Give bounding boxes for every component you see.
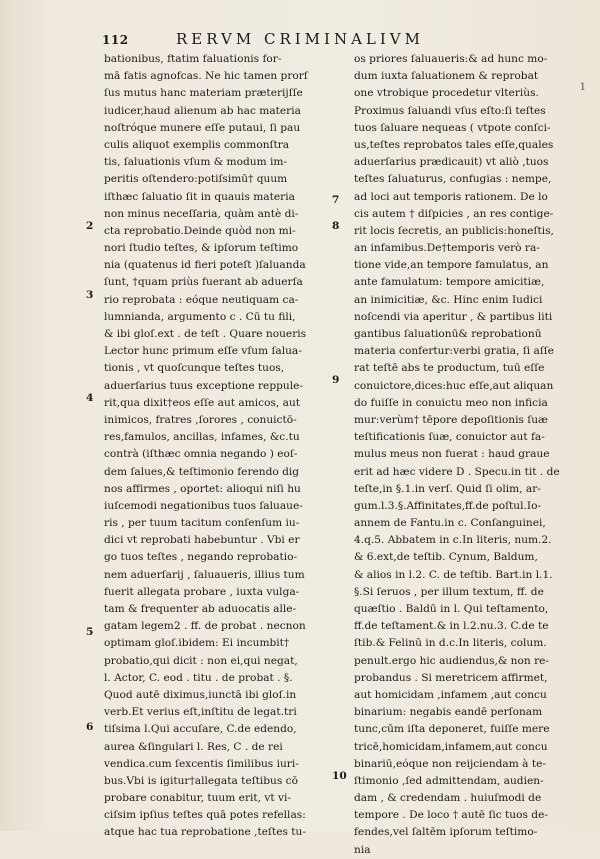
text-line: Lector hunc primum eſſe vſum ſalua- (104, 345, 302, 358)
text-line: an infamibus.De†temporis verò ra- (354, 242, 540, 255)
text-line: gum.l.3.§.Affinitates,ff.de poſtul.Io- (354, 499, 542, 512)
text-line: tempore . De loco † autē ſic tuos de- (354, 809, 548, 822)
text-line: ſtimonio ,ſed admittendam, audien- (354, 774, 544, 787)
text-line: us,teſtes reprobatos tales eſſe,quales (354, 138, 554, 151)
text-line: materia confertur:verbi gratia, ſi aſſe (354, 345, 554, 358)
text-line: ris , per tuum tacitum conſenſum iu- (104, 517, 300, 530)
text-line: iſthæc ſaluatio ſit in quauis materia (104, 190, 295, 203)
text-line: os priores ſaluaueris:& ad hunc mo- (354, 53, 548, 65)
text-line: tuos ſaluare nequeas ( vtpote conſci- (354, 121, 551, 134)
text-line: culis aliquot exemplis commonſtra (104, 138, 290, 151)
text-line: bationibus, ftatim faluationis for- (104, 53, 282, 65)
text-line: lumnianda, argumento c . Cū tu fili, (104, 310, 296, 323)
margin-number: 8 (332, 220, 340, 232)
text-line: ciſsim ipſius teſtes quā potes refellas: (104, 809, 306, 822)
text-line: noſcendi via aperitur , & partibus liti (354, 310, 553, 323)
text-line: tione vide,an tempore famulatus, an (354, 259, 549, 272)
text-line: teſtes ſaluaturus, confugias : nempe, (354, 173, 552, 186)
text-line: tunc,cūm iſta deponeret, fuiſſe mere (354, 723, 550, 736)
text-line: rit locis ſecretis, an publicis:honeſtis, (354, 224, 554, 237)
right-text-column (332, 51, 586, 859)
text-line: aut homicidam ,infamem ,aut concu (354, 688, 547, 701)
text-line: res,famulos, ancillas, infames, &c.tu (104, 431, 300, 444)
text-line: ſtib.& Felinū in d.c.In literis, colum. (354, 637, 547, 650)
text-line: nia (quatenus id fieri poteſt )ſaluanda (104, 259, 306, 272)
text-line: nia (354, 843, 371, 856)
text-line: ſunt, †quam priùs fuerant ab aduerſa (104, 276, 303, 289)
margin-number: 9 (332, 374, 340, 386)
text-line: nem aduerſarij , ſaluaueris, illius tum (104, 568, 305, 581)
text-line: binarium: negabis eandē perſonam (354, 706, 543, 719)
text-line: dici vt reprobati habebuntur . Vbi er (104, 534, 300, 547)
margin-number: 6 (86, 721, 94, 733)
text-line: ad loci aut temporis rationem. De lo (354, 190, 548, 203)
text-line: §.Si ſeruos , per illum textum, ff. de (354, 585, 544, 598)
text-line: & alios in l.2. C. de teſtib. Bart.in l.1. (354, 568, 553, 581)
text-line: an inimicitiæ, &c. Hinc enim Iudici (354, 293, 543, 306)
text-line: binariū,eóque non reijciendam à te- (354, 757, 546, 770)
margin-number: 7 (332, 194, 340, 206)
margin-number: 4 (86, 392, 94, 404)
text-line: nos affirmes , oportet: alioqui niſi hu (104, 482, 301, 495)
text-line: aduerſarius tuus exceptione reppule- (104, 379, 303, 392)
text-line: ſus mutus hanc materiam præterijſſe (104, 87, 303, 100)
text-line: aurea &ſingulari l. Res, C . de rei (104, 740, 283, 753)
text-line: dum iuxta ſaluationem & reprobat (354, 70, 539, 83)
text-line: ff.de teſtament.& in l.2.nu.3. C.de te (354, 620, 549, 633)
text-line: tricē,homicidam,infamem,aut concu (354, 740, 548, 753)
text-line: 4.q.5. Abbatem in c.In literis, num.2. (354, 534, 552, 547)
text-line: l. Actor, C. eod . titu . de probat . §. (104, 671, 293, 684)
text-line: teſtificationis ſuæ, conuictor aut fa- (354, 431, 545, 444)
text-line: quæſtio . Baldū in l. Qui teſtamento, (354, 603, 549, 615)
text-line: dem ſalues,& teſtimonio ferendo dig (104, 465, 300, 478)
text-line: mulus meus non fuerat : haud graue (354, 448, 550, 461)
text-line: erit ad hæc videre D . Specu.in tit . de (354, 465, 560, 478)
text-line: penult.ergo hic audiendus,& non re- (354, 654, 549, 667)
text-line: verb.Et verius eſt,inſtitu de legat.tri (104, 706, 297, 719)
text-line: Quod autē diximus,iunctā ibi gloſ.in (104, 688, 297, 701)
text-line: contrà (iſthæc omnia negando ) eoſ- (104, 448, 298, 461)
text-line: fuerit allegata probare , iuxta vulga- (104, 585, 300, 598)
text-line: non minus neceſſaria, quàm antè di- (104, 207, 299, 220)
text-line: tis, ſaluationis vſum & modum im- (104, 156, 288, 169)
text-line: noſtróque munere eſſe putaui, ſi pau (104, 121, 301, 134)
text-line: rat teſtē abs te productum, tuū eſſe (354, 362, 545, 375)
text-line: rio reprobata : eóque neutiquam ca- (104, 293, 299, 306)
text-line: optimam gloſ.ibidem: Ei incumbit† (104, 637, 290, 650)
marginal-mark: 1 (579, 82, 586, 93)
text-line: tam & frequenter ab aduocatis alle- (104, 603, 297, 615)
page-number: 112 (102, 33, 129, 47)
text-line: inimicos, fratres ,ſorores , conuictō- (104, 413, 297, 426)
text-line: dam , & credendam . huiuſmodi de (354, 792, 542, 805)
running-title: RERVM CRIMINALIVM (176, 30, 424, 48)
text-line: gantibus ſaluationū& reprobationū (354, 328, 542, 340)
text-line: tiſsima l.Qui accuſare, C.de edendo, (104, 723, 297, 736)
text-line: go tuos teſtes , negando reprobatio- (104, 551, 298, 564)
margin-number: 3 (86, 289, 94, 301)
text-line: ante famulatum: tempore amicitiæ, (354, 276, 545, 289)
text-line: & 6.ext,de teſtib. Cynum, Baldum, (354, 551, 538, 564)
text-line: Proximus ſaluandi vſus eſto:ſi teſtes (354, 104, 546, 117)
text-line: conuictore,dices:huc eſſe,aut aliquan (354, 379, 554, 392)
text-line: one vtrobique procedetur vlteriùs. (354, 87, 539, 100)
text-line: aduerſarius prædicauit) vt aliò ,tuos (354, 156, 549, 169)
text-line: probandus . Si meretricem affirmet, (354, 671, 548, 684)
margin-number: 5 (86, 626, 94, 638)
text-line: nori ſtudio teſtes, & ipſorum teſtimo (104, 242, 299, 255)
text-line: probare conabitur, tuum erit, vt vi- (104, 792, 291, 805)
text-line: vendica.cum ſexcentis ſimilibus iuri- (104, 757, 299, 770)
text-line: fendes,vel ſaltēm ipſorum teſtimo- (354, 826, 538, 839)
text-line: tionis , vt quoſcunque teſtes tuos, (104, 362, 285, 375)
margin-number: 2 (86, 220, 94, 232)
text-line: mur:verùm† tēpore depoſitionis ſuæ (354, 413, 548, 426)
text-line: cta reprobatio.Deinde quòd non mi- (104, 224, 296, 237)
text-line: gatam legem2 . ff. de probat . necnon (104, 620, 306, 633)
text-line: atque hac tua reprobatione ,teſtes tu- (104, 826, 306, 839)
text-line: & ibi gloſ.ext . de teſt . Quare noueris (104, 328, 307, 340)
text-line: bus.Vbi is igitur†allegata teſtibus cō (104, 774, 298, 787)
text-line: do fuiſſe in conuictu meo non inficia (354, 396, 548, 409)
text-line: probatio,qui dicit : non ei,qui negat, (104, 654, 298, 667)
text-line: annem de Fantu.in c. Conſanguinei, (354, 517, 546, 530)
text-line: teſte,in §.1.in verſ. Quid ſi olim, ar- (354, 482, 541, 495)
text-line: iuſcemodi negationibus tuos ſaluaue- (104, 499, 303, 512)
text-line: iudicer,haud alienum ab hac materia (104, 104, 301, 117)
text-line: mā fatis agnofcas. Ne hic tamen prorſ (104, 70, 308, 83)
text-line: peritis oſtendero:potiſsimū† quum (104, 173, 288, 186)
text-line: cis autem † diſpicies , an res contige- (354, 207, 554, 220)
left-text-column (86, 51, 336, 842)
text-line: rit,qua dixit†eos eſſe aut amicos, aut (104, 396, 301, 409)
margin-number: 10 (332, 770, 347, 782)
